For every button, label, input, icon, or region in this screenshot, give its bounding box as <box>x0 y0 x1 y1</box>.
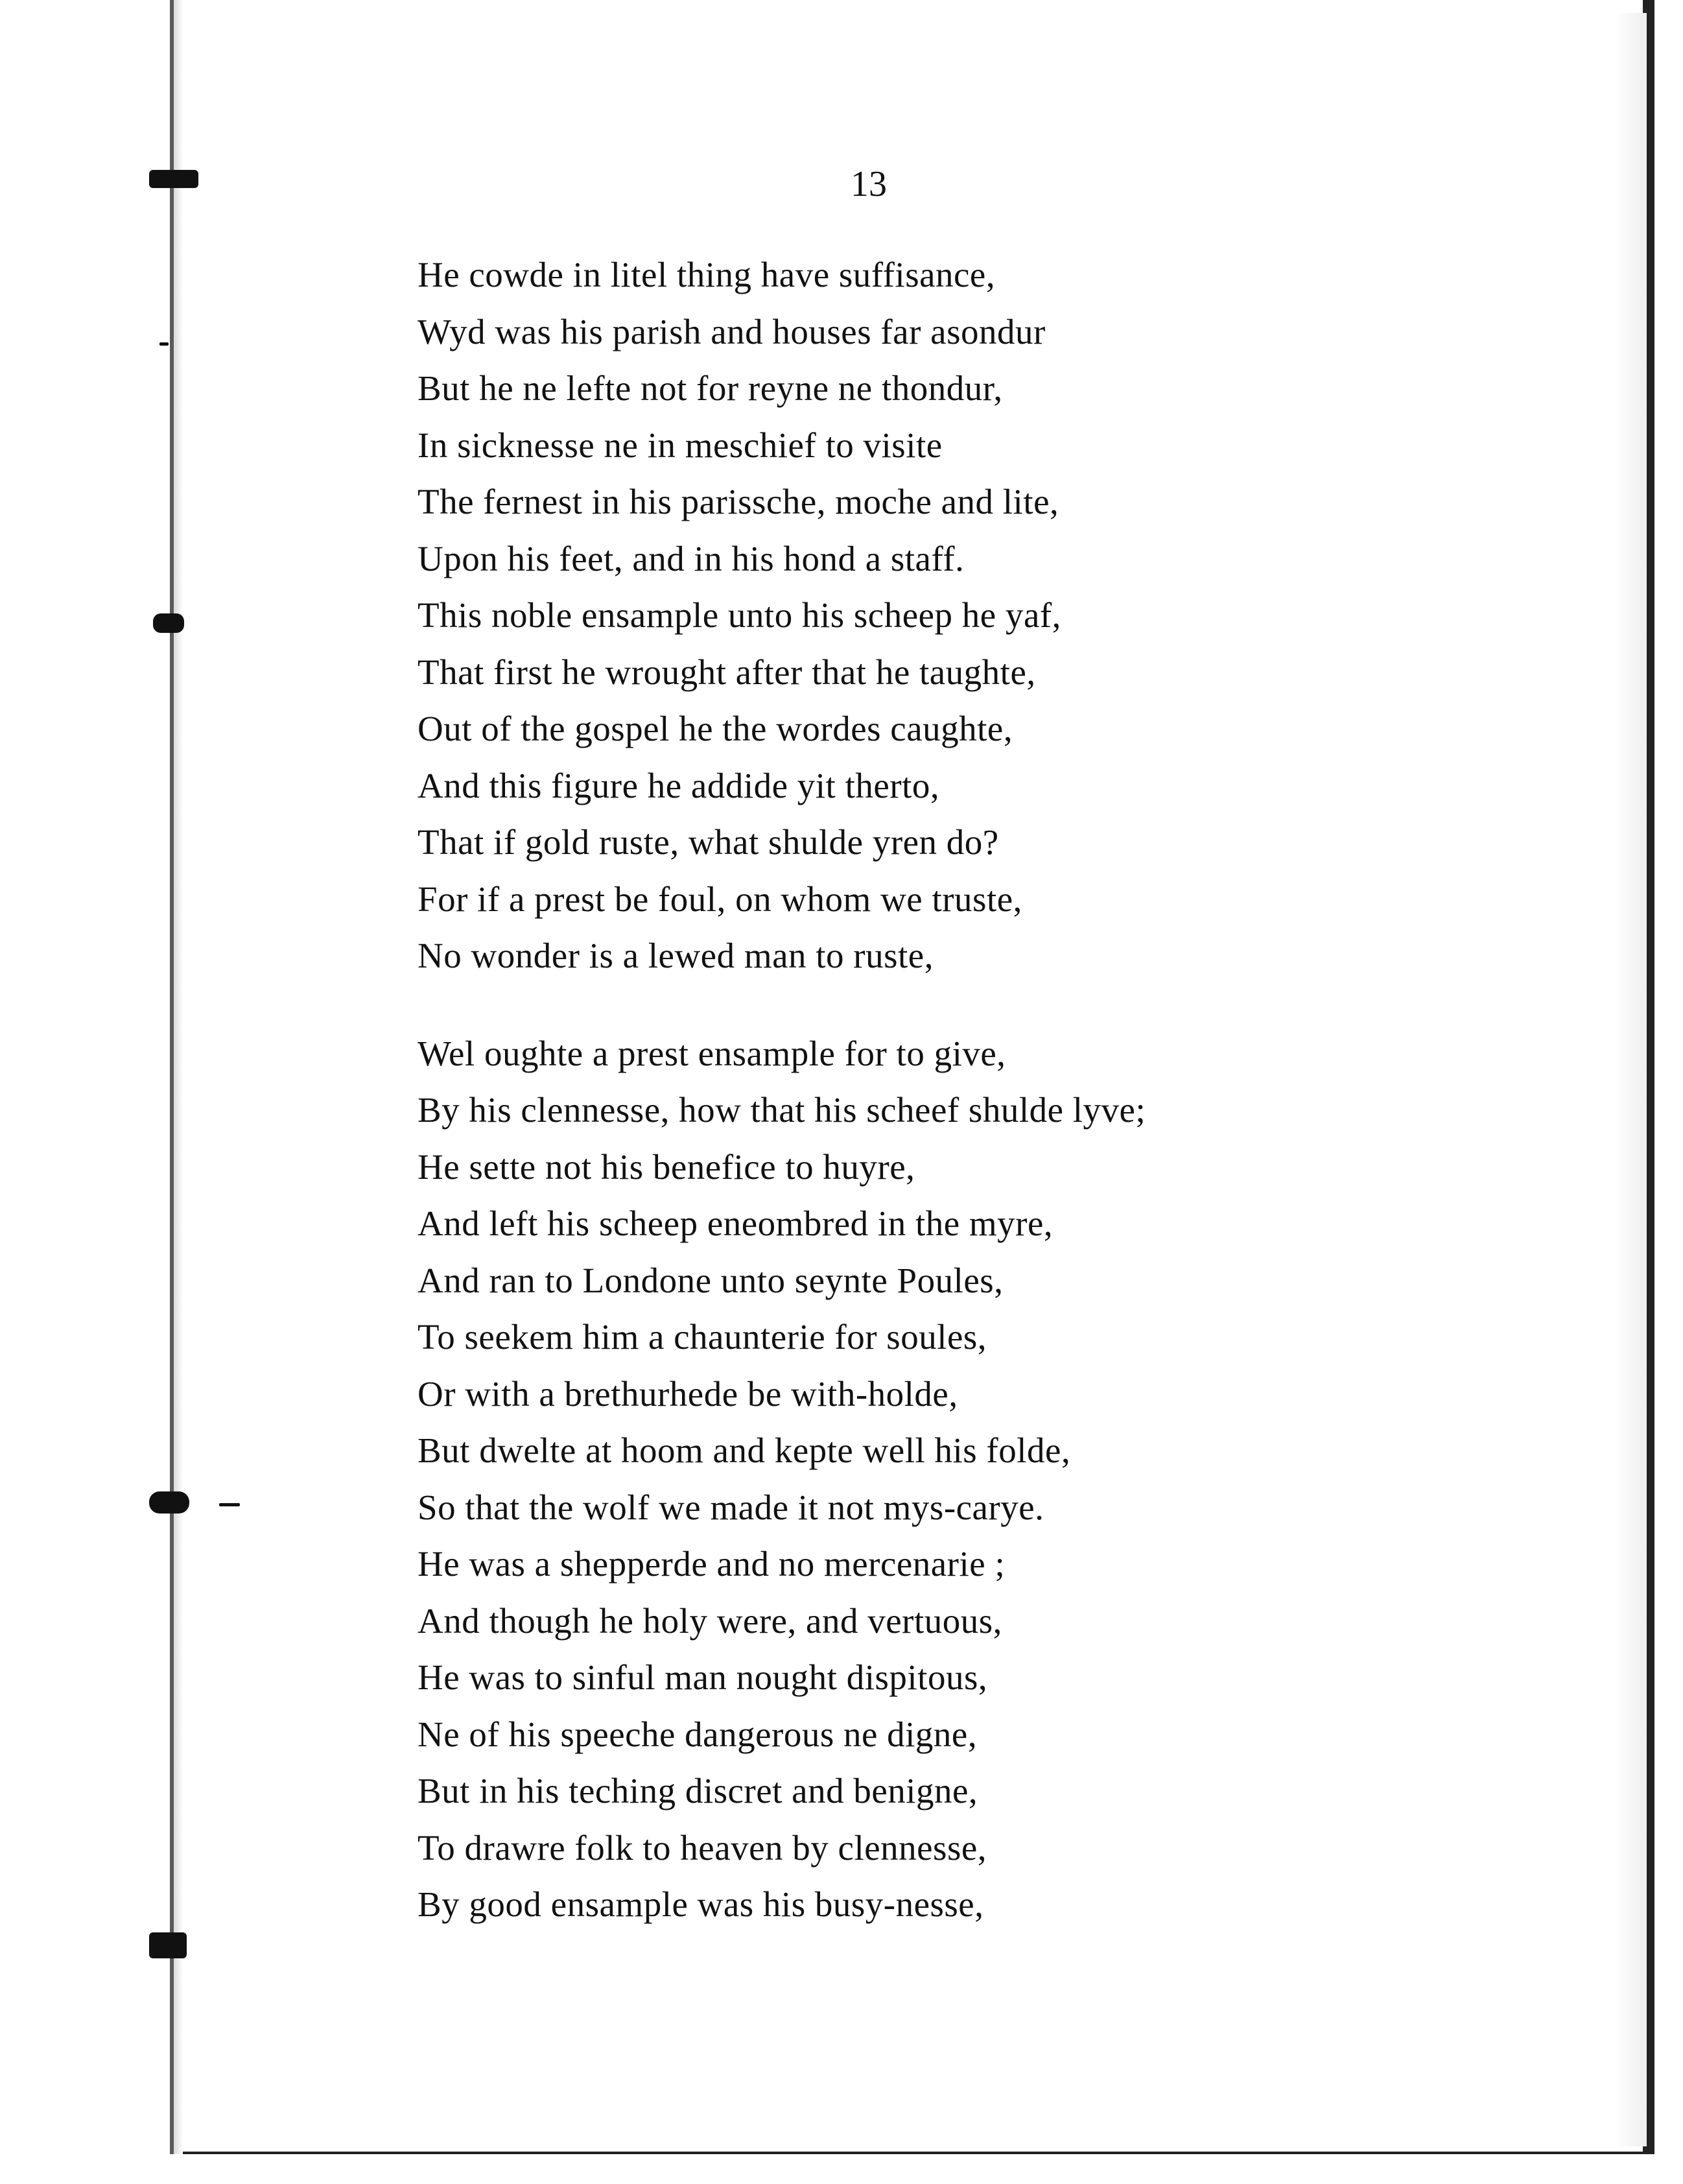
binding-edge-shadow <box>174 0 183 2154</box>
verse-line: Out of the gospel he the wordes caughte, <box>418 709 1013 748</box>
poem-text <box>418 246 1597 1933</box>
verse-line: That if gold ruste, what shulde yren do? <box>418 822 999 862</box>
verse-line: That first he wrought after that he taughte, <box>418 652 1036 692</box>
page-edge-shadow <box>1614 13 1647 2146</box>
verse-line: The fernest in his parissche, moche and lite, <box>418 482 1059 521</box>
verse-line: But he ne lefte not for reyne ne thondur, <box>418 368 1003 408</box>
verse-line: Or with a brethurhede be with-holde, <box>418 1373 958 1414</box>
page-number: 13 <box>851 164 887 204</box>
verse-line: So that the wolf we made it not mys-carye. <box>418 1487 1044 1527</box>
binding-mark <box>149 1491 189 1513</box>
verse-line: Ne of his speeche dangerous ne digne, <box>418 1714 978 1754</box>
verse-line: Wel oughte a prest ensample for to give, <box>418 1033 1006 1073</box>
stanza <box>418 246 1597 984</box>
verse-line: By his clennesse, how that his scheef shulde lyve; <box>418 1090 1146 1130</box>
verse-line: In sicknesse ne in meschief to visite <box>418 425 943 465</box>
verse-line: And though he holy were, and vertuous, <box>418 1600 1002 1641</box>
verse-line: He sette not his benefice to huyre, <box>418 1146 915 1187</box>
binding-mark <box>153 613 184 633</box>
verse-line: For if a prest be foul, on whom we truste, <box>418 879 1022 919</box>
verse-line: Upon his feet, and in his hond a staff. <box>418 538 965 578</box>
binding-mark <box>219 1503 240 1506</box>
verse-line: This noble ensample unto his scheep he yaf, <box>418 595 1061 635</box>
stanza <box>418 1025 1597 1933</box>
verse-line: And this figure he addide yit therto, <box>418 765 940 805</box>
binding-mark <box>159 342 169 346</box>
verse-line: By good ensample was his busy-nesse, <box>418 1884 984 1924</box>
verse-line: And left his scheep eneombred in the myre, <box>418 1204 1053 1243</box>
verse-line: He was a shepperde and no mercenarie ; <box>418 1544 1006 1584</box>
verse-line: And ran to Londone unto seynte Poules, <box>418 1260 1004 1300</box>
verse-line: But dwelte at hoom and kepte well his folde, <box>418 1430 1071 1470</box>
verse-line: Wyd was his parish and houses far asondur <box>418 311 1046 351</box>
verse-line: To seekem him a chaunterie for soules, <box>418 1317 987 1357</box>
verse-line: No wonder is a lewed man to ruste, <box>418 936 934 975</box>
verse-line: He cowde in litel thing have suffisance, <box>418 255 996 294</box>
binding-mark <box>149 170 198 188</box>
binding-mark <box>149 1932 187 1958</box>
verse-line: But in his teching discret and benigne, <box>418 1771 978 1810</box>
verse-line: To drawre folk to heaven by clennesse, <box>418 1827 987 1868</box>
verse-line: He was to sinful man nought dispitous, <box>418 1657 988 1697</box>
